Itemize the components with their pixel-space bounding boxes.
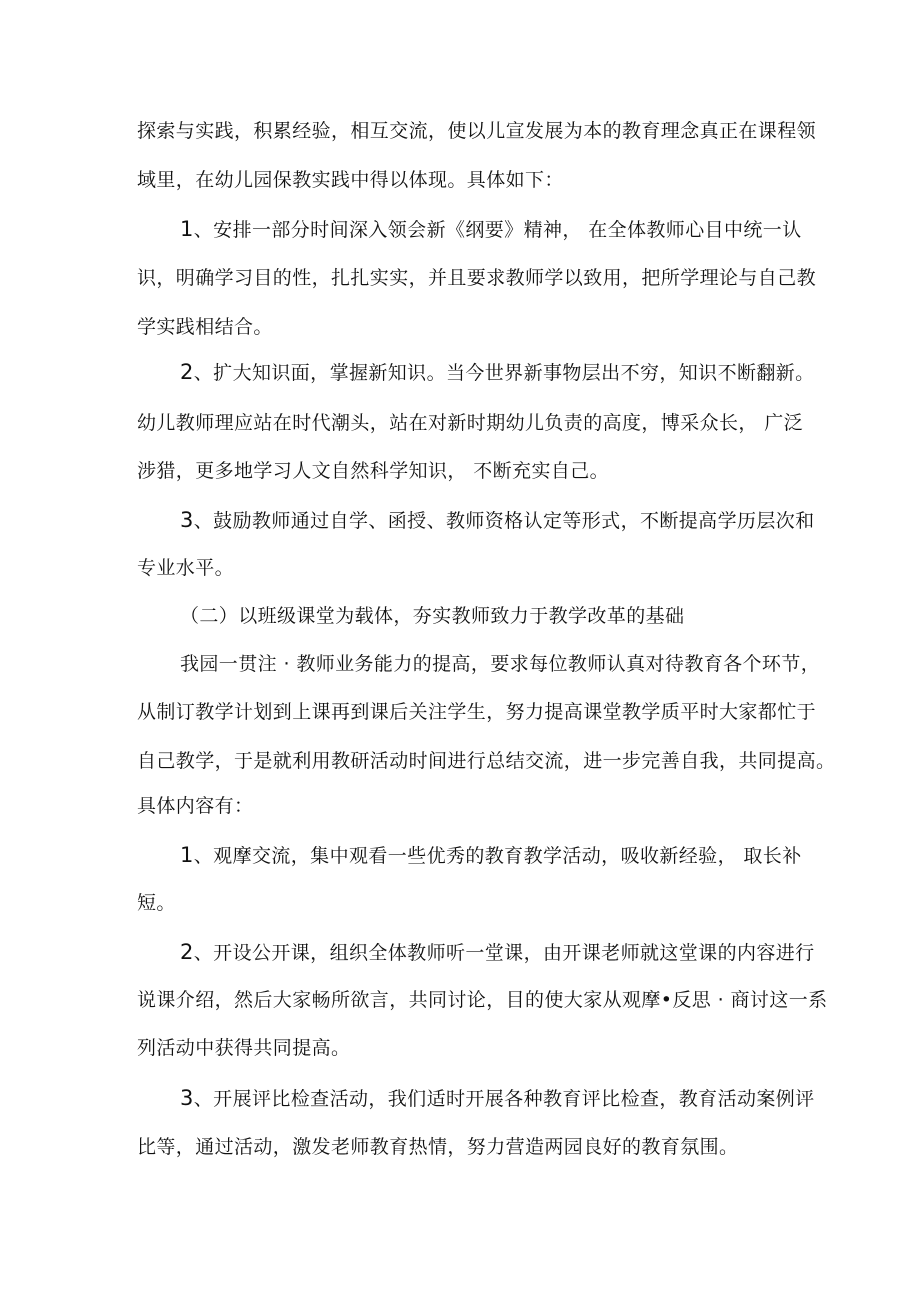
paragraph-line: 比等，通过活动，激发老师教育热情，努力营造两园良好的教育氛围。 [137, 1136, 739, 1158]
list-item-line [180, 216, 802, 243]
list-item-text: 、观摩交流，集中观看一些优秀的教育教学活动，吸收新经验， 取长补 [193, 845, 802, 867]
paragraph-line: 具体内容有： [137, 795, 254, 817]
paragraph-line: 从制订教学计划到上课再到课后关注学生，努力提高课堂教学质平时大家都忙于 [137, 701, 817, 723]
list-item-text: 、开设公开课，组织全体教师听一堂课，由开课老师就这堂课的内容进行 [193, 942, 815, 964]
list-item-line [180, 842, 802, 869]
list-item-line [180, 939, 815, 966]
paragraph-line: 域里，在幼儿园保教实践中得以体现。具体如下： [137, 169, 564, 191]
list-item-line [180, 507, 815, 534]
list-number: 3 [180, 508, 194, 532]
list-item-line [180, 1085, 815, 1112]
list-item-text: 、扩大知识面，掌握新知识。当今世界新事物层出不穷，知识不断翻新。 [193, 362, 815, 384]
paragraph-line: 识，明确学习目的性，扎扎实实，并且要求教师学以致用，把所学理论与自己教 [137, 267, 817, 289]
list-item-line [180, 359, 815, 386]
list-item-text: 、鼓励教师通过自学、函授、教师资格认定等形式，不断提高学历层次和 [193, 510, 815, 532]
list-item-text: 、安排一部分时间深入领会新《纲要》精神， 在全体教师心目中统一认 [193, 219, 802, 241]
paragraph-line: 短。 [137, 892, 176, 914]
paragraph-line: 专业水平。 [137, 557, 235, 579]
list-number: 2 [180, 940, 194, 964]
paragraph-line: 涉猎，更多地学习人文自然科学知识， 不断充实自己。 [137, 460, 610, 482]
list-number: 1 [180, 217, 194, 241]
paragraph-line: 探索与实践，积累经验，相互交流，使以儿宣发展为本的教育理念真正在课程领 [137, 120, 817, 142]
list-number: 3 [180, 1086, 194, 1110]
list-number: 1 [180, 843, 194, 867]
list-item-text: 、开展评比检查活动，我们适时开展各种教育评比检查，教育活动案例评 [193, 1088, 815, 1110]
section-heading: （二）以班级课堂为载体，夯实教师致力于教学改革的基础 [180, 605, 685, 627]
paragraph-line: 列活动中获得共同提高。 [137, 1037, 351, 1059]
paragraph-line: 自己教学，于是就利用教研活动时间进行总结交流，进一步完善自我，共同提高。 [137, 750, 836, 772]
paragraph-line: 说课介绍，然后大家畅所欲言，共同讨论，目的使大家从观摩•反思 · 商讨这一系 [137, 989, 828, 1011]
paragraph-line: 幼儿教师理应站在时代潮头，站在对新时期幼儿负责的高度，博采众长， 广泛 [137, 412, 804, 434]
paragraph-line: 我园一贯注 · 教师业务能力的提高，要求每位教师认真对待教育各个环节， [180, 653, 821, 675]
list-number: 2 [180, 360, 194, 384]
paragraph-line: 学实践相结合。 [137, 316, 273, 338]
